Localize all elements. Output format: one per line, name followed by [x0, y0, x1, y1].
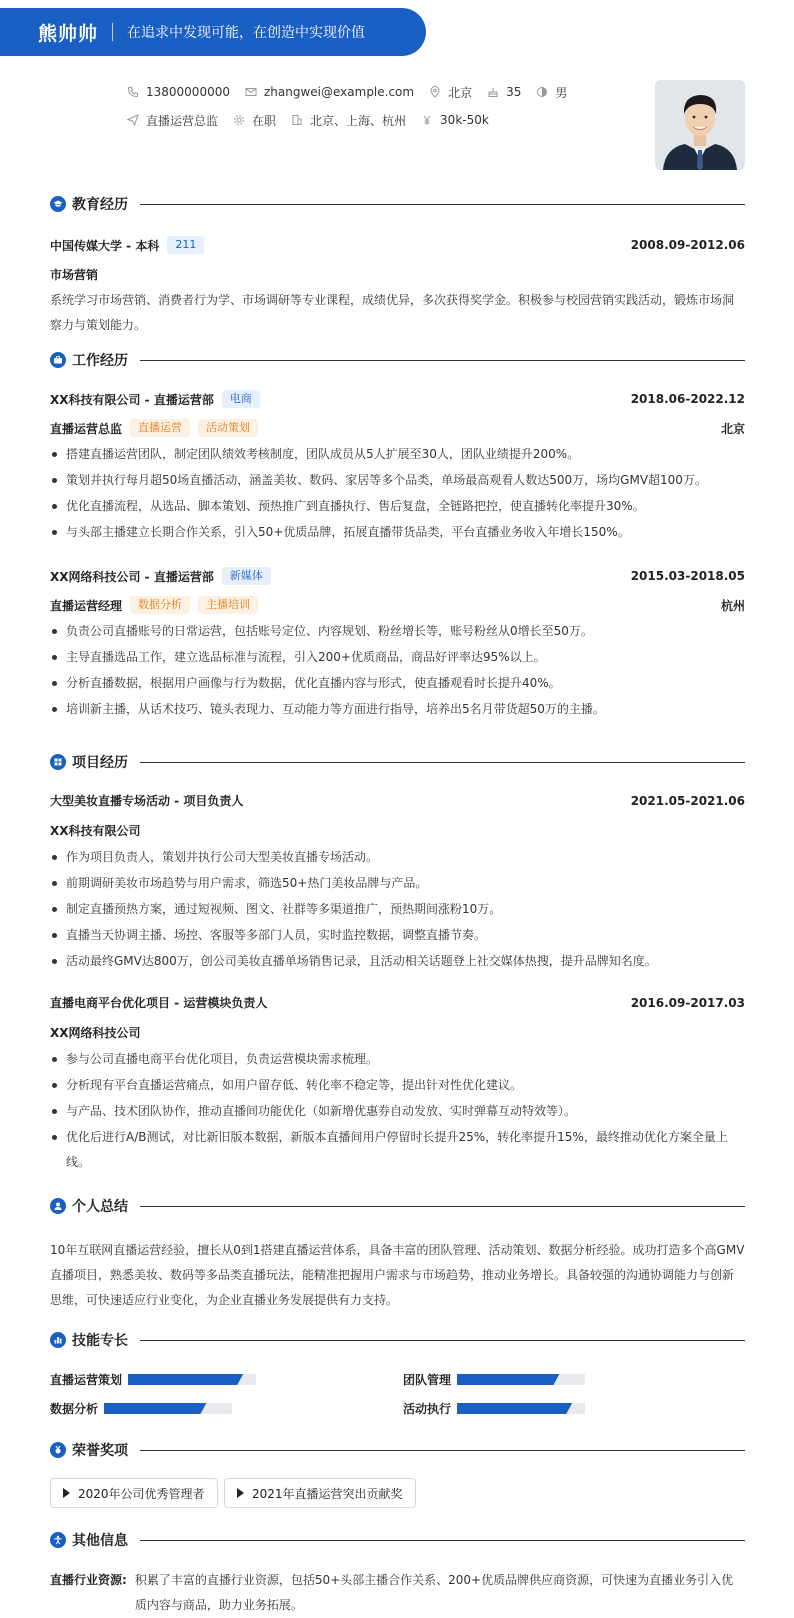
skill-bar — [104, 1403, 232, 1414]
section-divider — [140, 1540, 745, 1541]
play-icon — [63, 1488, 70, 1498]
gender-icon — [535, 85, 549, 99]
job-status: 在职 — [232, 112, 276, 129]
gender: 男 — [535, 84, 567, 101]
mail-icon — [244, 85, 258, 99]
section-skills — [50, 1330, 745, 1350]
email: zhangwei@example.com — [244, 85, 414, 99]
education-period: 2008.09-2012.06 — [630, 238, 745, 252]
skill-item — [403, 1400, 585, 1417]
job-bullets — [50, 619, 745, 723]
project-company-row — [50, 822, 745, 839]
building-icon — [290, 113, 304, 127]
job-location: 杭州 — [720, 598, 745, 613]
other-info-row — [50, 1568, 745, 1618]
award-name: 2020年公司优秀管理者 — [78, 1486, 205, 1501]
list-item: 分析直播数据，根据用户画像与行为数据，优化直播内容与形式，使直播观看时长提升40%。 — [50, 671, 745, 696]
other-info-text: 积累了丰富的直播行业资源，包括50+头部主播合作关系、200+优质品牌供应商资源，可快速为直播业务引入优质内容与商品，助力业务拓展。 — [134, 1573, 734, 1612]
project-bullets — [50, 1047, 745, 1176]
header-banner — [0, 8, 426, 56]
list-item: 活动最终GMV达800万，创公司美妆直播单场销售记录，且活动相关话题登上社交媒体热搜，提升品牌知名度。 — [50, 949, 745, 974]
project-period: 2016.09-2017.03 — [630, 995, 745, 1010]
phone-icon — [126, 85, 140, 99]
list-item: 前期调研美妆市场趋势与用户需求，筛选50+热门美妆品牌与产品。 — [50, 871, 745, 896]
section-divider — [140, 204, 745, 205]
list-item: 与产品、技术团队协作，推动直播间功能优化（如新增优惠券自动发放、实时弹幕互动特效等）。 — [50, 1099, 745, 1124]
section-divider — [140, 360, 745, 361]
list-item: 参与公司直播电商平台优化项目，负责运营模块需求梳理。 — [50, 1047, 745, 1072]
skill-bar-fill — [104, 1403, 206, 1414]
slogan: 在追求中发现可能，在创造中实现价值 — [127, 25, 366, 41]
contact-info — [126, 78, 626, 134]
list-item: 主导直播选品工作，建立选品标准与流程，引入200+优质商品，商品好评率达95%以上。 — [50, 645, 745, 670]
education-major-row — [50, 266, 745, 283]
school-tag: 211 — [167, 236, 204, 254]
candidate-name: 熊帅帅 — [38, 22, 99, 45]
cake-icon — [486, 85, 500, 99]
company-name: XX网络科技公司 - 直播运营部 — [50, 569, 214, 584]
accessibility-icon — [50, 1532, 66, 1548]
section-label: 工作经历 — [72, 353, 128, 369]
section-summary — [50, 1196, 745, 1216]
project-bullets — [50, 845, 745, 975]
skill-name: 数据分析 — [50, 1402, 99, 1416]
section-education — [50, 194, 745, 214]
skill-bar-fill — [457, 1403, 572, 1414]
section-label: 项目经历 — [72, 755, 128, 771]
section-projects — [50, 752, 745, 772]
education-description: 系统学习市场营销、消费者行为学、市场调研等专业课程，成绩优异，多次获得奖学金。积极参与校园营销实践活动，锻炼市场洞察力与策划能力。 — [50, 293, 735, 332]
project-company: XX科技有限公司 — [50, 824, 141, 838]
skill-bar-fill — [128, 1374, 243, 1385]
list-item: 制定直播预热方案，通过短视频、图文、社群等多渠道推广，预热期间涨粉10万。 — [50, 897, 745, 922]
list-item: 搭建直播运营团队，制定团队绩效考核制度，团队成员从5人扩展至30人，团队业绩提升200%。 — [50, 442, 745, 467]
list-item: 负责公司直播账号的日常运营，包括账号定位、内容规划、粉丝增长等，账号粉丝从0增长至50万。 — [50, 619, 745, 644]
award-item — [50, 1478, 218, 1508]
project-company: XX网络科技公司 — [50, 1026, 141, 1040]
project-period: 2021.05-2021.06 — [630, 793, 745, 808]
industry-tag: 电商 — [222, 390, 260, 408]
industry-tag: 新媒体 — [222, 567, 271, 585]
skill-name: 直播运营策划 — [50, 1373, 123, 1387]
job-role: 直播运营总监 — [50, 421, 123, 436]
phone: 13800000000 — [126, 85, 230, 99]
contact-row-2 — [126, 106, 626, 134]
award-name: 2021年直播运营突出贡献奖 — [252, 1486, 403, 1501]
project-company-row — [50, 1024, 745, 1041]
project-header — [50, 792, 745, 809]
location-icon — [428, 85, 442, 99]
job-role-row — [50, 596, 745, 614]
job-role-row — [50, 419, 745, 437]
profile-photo — [655, 80, 745, 170]
job-header — [50, 567, 745, 585]
section-divider — [140, 762, 745, 763]
skill-tag: 活动策划 — [198, 419, 258, 437]
job-period: 2018.06-2022.12 — [630, 392, 745, 406]
expected-salary: 30k-50k — [420, 113, 489, 127]
list-item: 直播当天协调主播、场控、客服等多部门人员，实时监控数据，调整直播节奏。 — [50, 923, 745, 948]
send-icon — [126, 113, 140, 127]
section-divider — [140, 1206, 745, 1207]
skill-bar — [457, 1374, 585, 1385]
section-divider — [140, 1340, 745, 1341]
project-name: 大型美妆直播专场活动 - 项目负责人 — [50, 794, 244, 808]
money-icon — [420, 113, 434, 127]
job-location: 北京 — [720, 421, 745, 436]
section-label: 个人总结 — [72, 1199, 128, 1215]
gear-icon — [232, 113, 246, 127]
list-item: 与头部主播建立长期合作关系，引入50+优质品牌，拓展直播带货品类，平台直播业务收入年增长150%。 — [50, 520, 745, 545]
grid-icon — [50, 754, 66, 770]
skill-name: 活动执行 — [403, 1402, 452, 1416]
section-label: 荣誉奖项 — [72, 1443, 128, 1459]
project-header — [50, 994, 745, 1011]
job-period: 2015.03-2018.05 — [630, 569, 745, 583]
briefcase-icon — [50, 352, 66, 368]
skill-bar — [128, 1374, 256, 1385]
bar-chart-icon — [50, 1332, 66, 1348]
target-position: 直播运营总监 — [126, 112, 218, 129]
expected-cities: 北京、上海、杭州 — [290, 112, 406, 129]
play-icon — [237, 1488, 244, 1498]
skill-bar — [457, 1403, 585, 1414]
job-role: 直播运营经理 — [50, 598, 123, 613]
city: 北京 — [428, 84, 472, 101]
skill-tag: 直播运营 — [130, 419, 190, 437]
skill-name: 团队管理 — [403, 1373, 452, 1387]
other-info-label: 直播行业资源: — [50, 1573, 127, 1587]
header-divider — [112, 23, 113, 41]
section-label: 其他信息 — [72, 1533, 128, 1549]
skill-tag: 主播培训 — [198, 596, 258, 614]
skill-item — [50, 1400, 232, 1417]
list-item: 培训新主播，从话术技巧、镜头表现力、互动能力等方面进行指导，培养出5名月带货超50万的主播。 — [50, 697, 745, 722]
age: 35 — [486, 85, 521, 99]
skill-bar-fill — [457, 1374, 559, 1385]
graduation-cap-icon — [50, 196, 66, 212]
list-item: 作为项目负责人，策划并执行公司大型美妆直播专场活动。 — [50, 845, 745, 870]
job-header — [50, 390, 745, 408]
section-label: 教育经历 — [72, 197, 128, 213]
contact-row-1 — [126, 78, 626, 106]
section-other — [50, 1530, 745, 1550]
section-label: 技能专长 — [72, 1333, 128, 1349]
list-item: 优化后进行A/B测试，对比新旧版本数据，新版本直播间用户停留时长提升25%，转化率提升15%，最终推动优化方案全量上线。 — [50, 1125, 745, 1175]
major: 市场营销 — [50, 268, 99, 282]
user-icon — [50, 1198, 66, 1214]
list-item: 分析现有平台直播运营痛点，如用户留存低、转化率不稳定等，提出针对性优化建议。 — [50, 1073, 745, 1098]
list-item: 策划并执行每月超50场直播活动，涵盖美妆、数码、家居等多个品类，单场最高观看人数达500万，场均GMV超100万。 — [50, 468, 745, 493]
award-item — [224, 1478, 416, 1508]
section-awards — [50, 1440, 745, 1460]
section-divider — [140, 1450, 745, 1451]
education-header — [50, 236, 745, 254]
school-name: 中国传媒大学 - 本科 — [50, 238, 160, 253]
skill-item — [403, 1371, 585, 1388]
summary-text: 10年互联网直播运营经验，擅长从0到1搭建直播运营体系，具备丰富的团队管理、活动策划、数据分析经验。成功打造多个高GMV直播项目，熟悉美妆、数码等多品类直播玩法，能精准把握用户需求与市场趋势，推动业务增长。具备较强的沟通协调能力与创新思维，可快速适应行业变化，为企业直播业务发展提供有力支持。 — [50, 1243, 745, 1307]
company-name: XX科技有限公司 - 直播运营部 — [50, 392, 214, 407]
project-name: 直播电商平台优化项目 - 运营模块负责人 — [50, 996, 268, 1010]
section-work — [50, 350, 745, 370]
skill-item — [50, 1371, 256, 1388]
list-item: 优化直播流程，从选品、脚本策划、预热推广到直播执行、售后复盘，全链路把控，使直播转化率提升30%。 — [50, 494, 745, 519]
medal-icon — [50, 1442, 66, 1458]
job-bullets — [50, 442, 745, 546]
skill-tag: 数据分析 — [130, 596, 190, 614]
